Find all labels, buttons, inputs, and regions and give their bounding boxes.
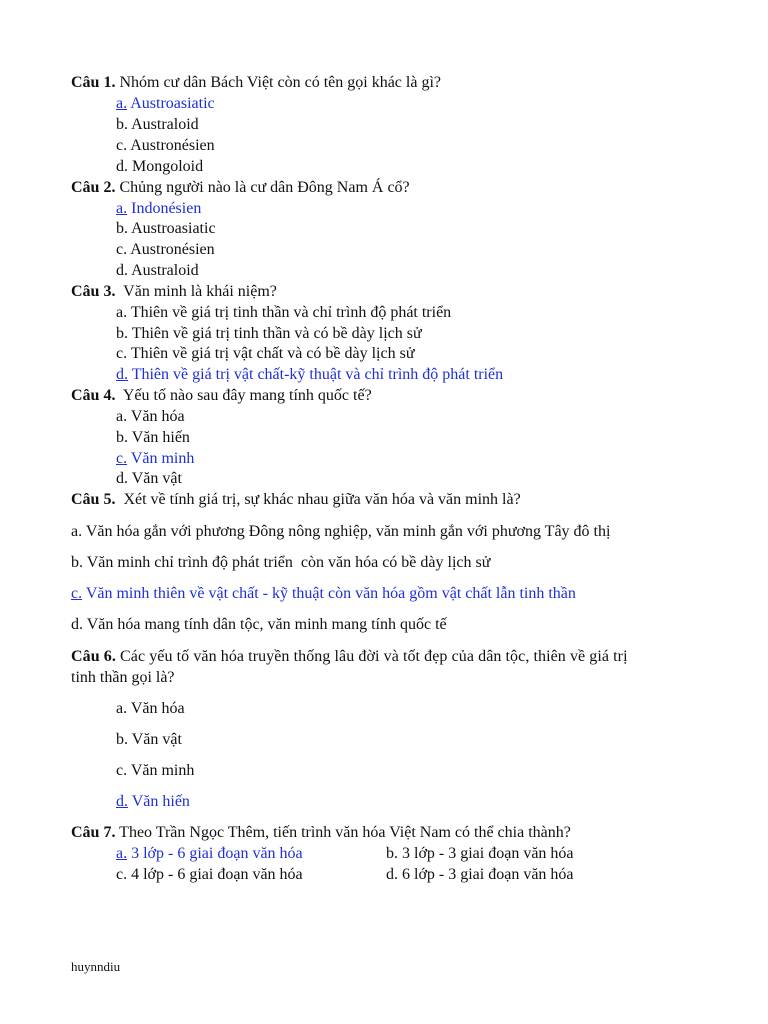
question-number: Câu 3.	[71, 283, 116, 300]
question-7	[71, 823, 571, 843]
question-number: Câu 7.	[71, 824, 116, 841]
question-text: Nhóm cư dân Bách Việt còn có tên gọi khác là gì?	[115, 74, 441, 91]
question-4	[71, 386, 372, 406]
question-2	[71, 178, 410, 198]
question-text: Văn minh là khái niệm?	[115, 283, 277, 300]
question-number: Câu 2.	[71, 179, 116, 196]
question-3	[71, 282, 277, 302]
question-text: Các yếu tố văn hóa truyền thống lâu đời và tốt đẹp của dân tộc, thiên về giá trị	[115, 648, 628, 665]
option-2b: b. Austroasiatic	[116, 220, 216, 237]
option-3c: c. Thiên về giá trị vật chất và có bề dày lịch sử	[116, 345, 415, 362]
question-number: Câu 5.	[71, 491, 116, 508]
page-footer: huynndiu	[71, 959, 121, 974]
option-6a: a. Văn hóa	[116, 700, 185, 717]
option-2d: d. Australoid	[116, 262, 199, 279]
question-5	[71, 490, 521, 510]
question-number: Câu 6.	[71, 648, 116, 665]
option-1c: c. Austronésien	[116, 137, 215, 154]
option-5c: c. Văn minh thiên về vật chất - kỹ thuật còn văn hóa gồm vật chất lẫn tinh thần	[71, 585, 576, 602]
option-5a: a. Văn hóa gắn với phương Đông nông nghiệp, văn minh gắn với phương Tây đô thị	[71, 523, 611, 540]
question-6	[71, 647, 628, 667]
question-text: Xét về tính giá trị, sự khác nhau giữa văn hóa và văn minh là?	[115, 491, 521, 508]
option-4b: b. Văn hiến	[116, 429, 190, 446]
option-3a: a. Thiên về giá trị tinh thần và chỉ trình độ phát triển	[116, 304, 452, 321]
option-3b: b. Thiên về giá trị tinh thần và có bề dày lịch sử	[116, 325, 422, 342]
option-2c: c. Austronésien	[116, 241, 215, 258]
question-text: Chủng người nào là cư dân Đông Nam Á cổ?	[115, 179, 410, 196]
option-1a: a. Austroasiatic	[116, 95, 215, 112]
option-4a: a. Văn hóa	[116, 408, 185, 425]
option-7c: c. 4 lớp - 6 giai đoạn văn hóa	[116, 866, 303, 883]
option-1d: d. Mongoloid	[116, 158, 204, 175]
option-7a: a. 3 lớp - 6 giai đoạn văn hóa	[116, 845, 303, 862]
option-6c: c. Văn minh	[116, 762, 195, 779]
question-1	[71, 73, 441, 93]
option-6b: b. Văn vật	[116, 731, 182, 748]
option-5d: d. Văn hóa mang tính dân tộc, văn minh mang tính quốc tế	[71, 616, 447, 633]
option-6d: d. Văn hiến	[116, 793, 190, 810]
question-text: Theo Trần Ngọc Thêm, tiến trình văn hóa Việt Nam có thể chia thành?	[115, 824, 571, 841]
question-number: Câu 4.	[71, 387, 116, 404]
question-number: Câu 1.	[71, 74, 116, 91]
option-5b: b. Văn minh chỉ trình độ phát triển còn văn hóa có bề dày lịch sử	[71, 554, 491, 571]
question-text: Yếu tố nào sau đây mang tính quốc tế?	[115, 387, 372, 404]
option-3d: d. Thiên về giá trị vật chất-kỹ thuật và chỉ trình độ phát triển	[116, 366, 504, 383]
option-7b: b. 3 lớp - 3 giai đoạn văn hóa	[386, 845, 574, 862]
option-4d: d. Văn vật	[116, 470, 182, 487]
option-7d: d. 6 lớp - 3 giai đoạn văn hóa	[386, 866, 574, 883]
question-6-line-2: tinh thần gọi là?	[71, 669, 175, 686]
option-1b: b. Australoid	[116, 116, 199, 133]
option-4c: c. Văn minh	[116, 450, 195, 467]
option-2a: a. Indonésien	[116, 200, 202, 217]
